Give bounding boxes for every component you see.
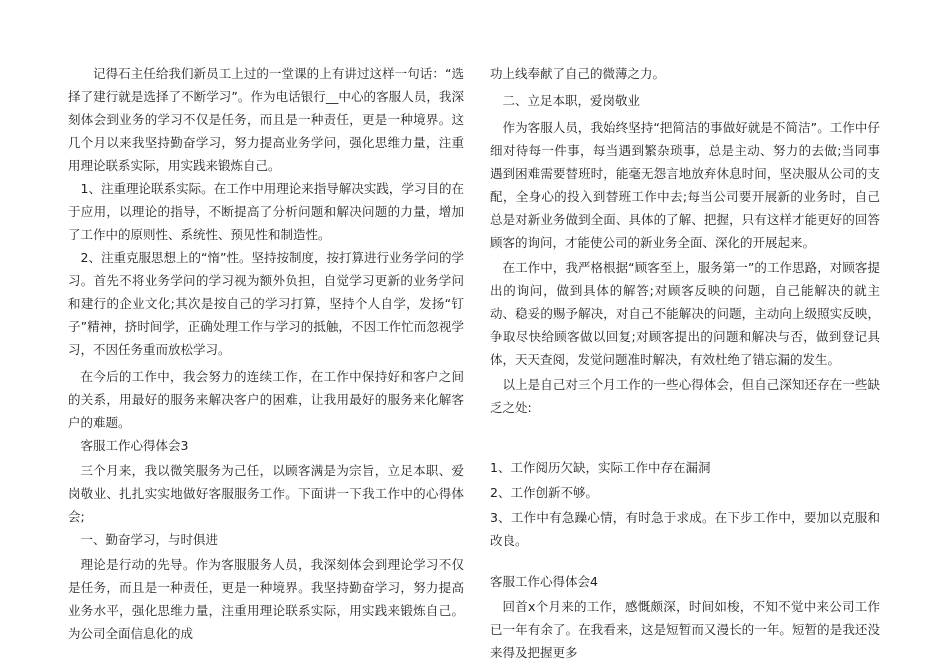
- paragraph-looking-back: 回首x个月来的工作，感慨颇深，时间如梭，不知不觉中来公司工作已一年有余了。在我看来，这是短暂而又漫长的一年。短暂的是我还没来得及把握更多: [490, 599, 880, 660]
- left-column: [68, 62, 464, 645]
- section-heading-4: 客服工作心得体会4: [490, 574, 598, 589]
- section-heading-3: 客服工作心得体会3: [80, 438, 189, 453]
- paragraph-study-quote: 记得石主任给我们新员工上过的一堂课的上有讲过这样一句话：“选择了建行就是选择了不断学习”。作为电话银行__中心的客服人员，我深刻体会到业务的学习不仅是任务，而且是一种责任，更是一种境界。这几个月以来我坚持勤奋学习，努力提高业务学问，强化思维力量，注重用理论联系实际，用实践来锻炼自己。: [68, 66, 464, 173]
- paragraph-three-months: 三个月来，我以微笑服务为己任，以顾客满是为宗旨，立足本职、爱岗敬业、扎扎实实地做好客服服务工作。下面讲一下我工作中的心得体会;: [68, 463, 464, 524]
- list-item-shortcoming-1: 1、工作阅历欠缺，实际工作中存在漏洞: [490, 460, 711, 475]
- paragraph-continued: 功上线奉献了自己的微薄之力。: [490, 66, 666, 81]
- paragraph-shortcomings-intro: 以上是自己对三个月工作的一些心得体会，但自己深知还存在一些缺乏之处:: [490, 377, 880, 415]
- paragraph-service-attitude: 作为客服人员，我始终坚持“把简洁的事做好就是不简洁”。工作中仔细对待每一件事，每当遇到繁杂琐事，总是主动、努力的去做;当同事遇到困难需要替班时，能毫无怨言地放弃休息时间，坚决服从公司的支配，全身心的投入到替班工作中去;每当公司要开展新的业务时，自己总是对新业务做到全面、具体的了解、把握，只有这样才能更好的回答顾客的询问，才能使公司的新业务全面、深化的开展起来。: [490, 120, 880, 250]
- subheading-dedication: 二、立足本职，爱岗敬业: [502, 93, 641, 108]
- paragraph-theory: 理论是行动的先导。作为客服服务人员，我深刻体会到理论学习不仅是任务，而且是一种责任，更是一种境界。我坚持勤奋学习，努力提高业务水平，强化思维力量，注重用理论联系实际，用实践来锻炼自己。为公司全面信息化的成: [68, 557, 464, 641]
- paragraph-customer-first: 在工作中，我严格根据“顾客至上，服务第一”的工作思路，对顾客提出的询问，做到具体的解答;对顾客反映的问题，自己能解决的就主动、稳妥的赐予解决，对自己不能解决的问题，主动向上级照实反映，争取尽快给顾客做以回复;对顾客提出的问题和解决与否，做到登记具体，天天查阅，发觉问题准时解决，有效杜绝了错忘漏的发生。: [490, 260, 880, 367]
- paragraph-point-2: 2、注重克服思想上的“惰”性。坚持按制度，按打算进行业务学问的学习。首先不将业务学问的学习视为额外负担，自觉学习更新的业务学问和建行的企业文化;其次是按自己的学习打算，坚持个人自学，发扬“钉子”精神，挤时间学，正确处理工作与学习的抵触，不因工作忙而忽视学习，不因任务重而放松学习。: [68, 250, 464, 357]
- list-item-shortcoming-3: 3、工作中有急躁心情，有时急于求成。在下步工作中，要加以克服和改良。: [490, 510, 880, 548]
- subheading-diligent-study: 一、勤奋学习，与时俱进: [80, 532, 219, 547]
- paragraph-future-work: 在今后的工作中，我会努力的连续工作，在工作中保持好和客户之间的关系，用最好的服务来解决客户的困难，让我用最好的服务来化解客户的难题。: [68, 369, 464, 430]
- right-column: [490, 62, 880, 664]
- paragraph-point-1: 1、注重理论联系实际。在工作中用理论来指导解决实践，学习目的在于应用，以理论的指导，不断提高了分析问题和解决问题的力量，增加了工作中的原则性、系统性、预见性和制造性。: [68, 181, 464, 242]
- list-item-shortcoming-2: 2、工作创新不够。: [490, 485, 598, 500]
